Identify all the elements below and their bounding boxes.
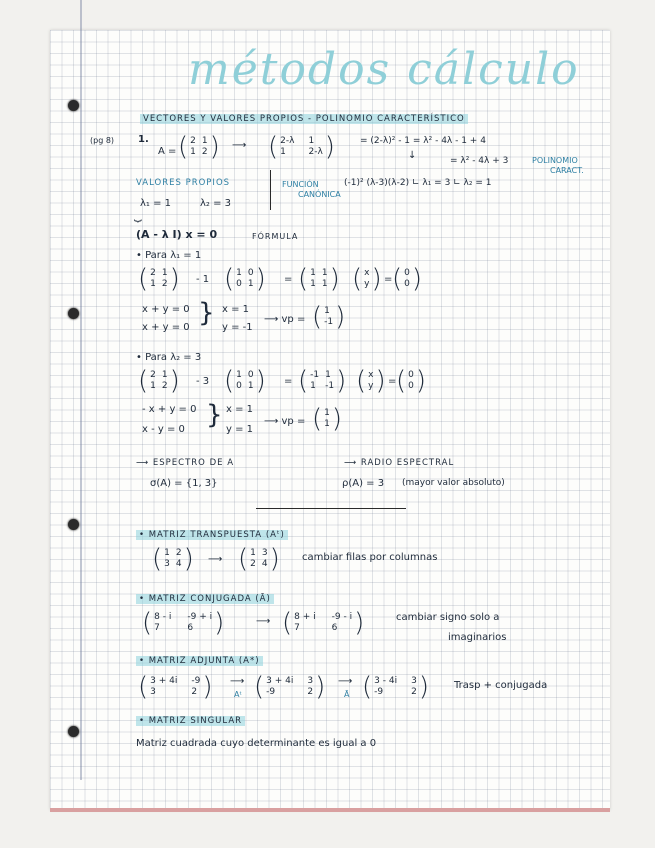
matrix-a-minus-lambda: ( 2-λ 1 1 2-λ ) bbox=[268, 132, 335, 162]
adjoint-matrix-result: ( 3 - 4i 3 -9 2 ) bbox=[362, 672, 429, 702]
margin-line bbox=[80, 0, 82, 780]
case1-system-eq1: x + y = 0 bbox=[142, 304, 190, 315]
section-heading-conjugate: • MATRIZ CONJUGADA (Ā) bbox=[136, 594, 274, 604]
conjugate-note-2: imaginarios bbox=[448, 632, 507, 643]
case2-scalar: - 3 bbox=[196, 376, 210, 387]
item-number: 1. bbox=[138, 134, 149, 145]
case1-equals: = bbox=[284, 274, 293, 285]
formula-label: FÓRMULA bbox=[252, 232, 299, 241]
conjugate-note-1: cambiar signo solo a bbox=[396, 612, 500, 623]
case2-vp-label: ⟶ vp = bbox=[264, 416, 306, 427]
eigenvalue-1: λ₁ = 1 bbox=[140, 198, 172, 209]
case1-matrix-a: ( 2 1 1 2 ) bbox=[138, 264, 180, 294]
case2-brace: } bbox=[206, 400, 223, 430]
determinant-expansion: = (2-λ)² - 1 = λ² - 4λ - 1 + 4 bbox=[360, 136, 486, 146]
binder-hole bbox=[68, 100, 79, 111]
down-arrow: ↓ bbox=[408, 150, 417, 161]
case1-xy-vector: ( x y ) bbox=[352, 264, 382, 294]
canonica-label: CANÓNICA bbox=[298, 190, 341, 199]
conjugate-matrix-result: ( 8 + i -9 - i 7 6 ) bbox=[282, 608, 365, 638]
adjoint-arrow-1: ⟶ bbox=[230, 676, 245, 687]
polynomial-label: POLINOMIO bbox=[532, 156, 578, 165]
binder-hole bbox=[68, 308, 79, 319]
spectral-radius-note: (mayor valor absoluto) bbox=[402, 478, 505, 488]
section-heading-eigen: VECTORES Y VALORES PROPIOS - POLINOMIO CARACTERÍSTICO bbox=[140, 114, 468, 124]
singular-definition: Matriz cuadrada cuyo determinante es igual a 0 bbox=[136, 738, 377, 749]
transpose-matrix-result: ( 1 3 2 4 ) bbox=[238, 544, 280, 574]
case2-equals: = bbox=[284, 376, 293, 387]
page-title: métodos cálculo bbox=[188, 44, 580, 95]
case-lambda-2-header: • Para λ₂ = 3 bbox=[136, 352, 202, 363]
eigen-formula: (A - λ I) x = 0 bbox=[136, 228, 218, 241]
adjoint-arrow-1-label: Aᵗ bbox=[234, 690, 242, 699]
adjoint-arrow-2: ⟶ bbox=[338, 676, 353, 687]
adjoint-note: Trasp + conjugada bbox=[454, 680, 548, 691]
matrix-a: ( 2 1 1 2 ) bbox=[178, 132, 220, 162]
case1-result-matrix: ( 1 1 1 1 ) bbox=[298, 264, 340, 294]
divider-vertical bbox=[270, 170, 271, 210]
characteristic-polynomial: = λ² - 4λ + 3 bbox=[450, 156, 509, 166]
case1-zero-vector: ( 0 0 ) bbox=[392, 264, 423, 294]
conjugate-matrix-original: ( 8 - i -9 + i 7 6 ) bbox=[142, 608, 225, 638]
page-edge bbox=[50, 808, 610, 812]
case2-system-eq1: - x + y = 0 bbox=[142, 404, 197, 415]
case1-system-eq2: x + y = 0 bbox=[142, 322, 190, 333]
case2-eigenvector: ( 1 1 ) bbox=[312, 404, 343, 434]
spectrum-value: σ(A) = {1, 3} bbox=[150, 478, 218, 489]
eigenvalues-label: VALORES PROPIOS bbox=[136, 178, 231, 188]
canonical-function: (-1)² (λ-3)(λ-2) ∟ λ₁ = 3 ∟ λ₂ = 1 bbox=[344, 178, 492, 188]
matrix-a-label: A = bbox=[158, 146, 177, 157]
case1-identity: ( 1 0 0 1 ) bbox=[224, 264, 266, 294]
case1-vp-label: ⟶ vp = bbox=[264, 314, 306, 325]
case2-xy-vector: ( x y ) bbox=[356, 366, 386, 396]
funcion-label: FUNCIÓN bbox=[282, 180, 319, 189]
case2-zero-vector: ( 0 0 ) bbox=[396, 366, 427, 396]
spectrum-label: ⟶ ESPECTRO DE A bbox=[136, 458, 235, 468]
eigenvalue-2: λ₂ = 3 bbox=[200, 198, 232, 209]
case1-solution-x: x = 1 bbox=[222, 304, 250, 315]
case1-eigenvector: ( 1 -1 ) bbox=[312, 302, 346, 332]
transpose-matrix-original: ( 1 2 3 4 ) bbox=[152, 544, 194, 574]
case2-solution-x: x = 1 bbox=[226, 404, 254, 415]
binder-hole bbox=[68, 519, 79, 530]
binder-hole bbox=[68, 726, 79, 737]
spectral-radius-value: ρ(A) = 3 bbox=[342, 478, 385, 489]
case2-system-eq2: x - y = 0 bbox=[142, 424, 185, 435]
section-heading-transpose: • MATRIZ TRANSPUESTA (Aᵗ) bbox=[136, 530, 288, 540]
section-heading-adjoint: • MATRIZ ADJUNTA (A*) bbox=[136, 656, 263, 666]
arrow: ⟶ bbox=[232, 140, 247, 151]
page-reference: (pg 8) bbox=[90, 136, 115, 145]
case2-solution-y: y = 1 bbox=[226, 424, 254, 435]
case1-scalar: - 1 bbox=[196, 274, 210, 285]
case-lambda-1-header: • Para λ₁ = 1 bbox=[136, 250, 202, 261]
case1-solution-y: y = -1 bbox=[222, 322, 253, 333]
transpose-note: cambiar filas por columnas bbox=[302, 552, 438, 563]
transpose-arrow: ⟶ bbox=[208, 554, 223, 565]
section-heading-singular: • MATRIZ SINGULAR bbox=[136, 716, 245, 726]
conjugate-arrow: ⟶ bbox=[256, 616, 271, 627]
adjoint-matrix-transposed: ( 3 + 4i 3 -9 2 ) bbox=[254, 672, 326, 702]
case2-matrix-a: ( 2 1 1 2 ) bbox=[138, 366, 180, 396]
divider-horizontal bbox=[256, 508, 406, 509]
brace-underline: ⏟ bbox=[134, 208, 141, 223]
case2-identity: ( 1 0 0 1 ) bbox=[224, 366, 266, 396]
case1-brace: } bbox=[198, 298, 215, 328]
spectral-radius-label: ⟶ RADIO ESPECTRAL bbox=[344, 458, 455, 468]
polynomial-label-2: CARACT. bbox=[550, 166, 584, 175]
adjoint-matrix-original: ( 3 + 4i -9 3 2 ) bbox=[138, 672, 213, 702]
case2-result-matrix: ( -1 1 1 -1 ) bbox=[298, 366, 347, 396]
adjoint-arrow-2-label: Ā bbox=[344, 690, 350, 699]
